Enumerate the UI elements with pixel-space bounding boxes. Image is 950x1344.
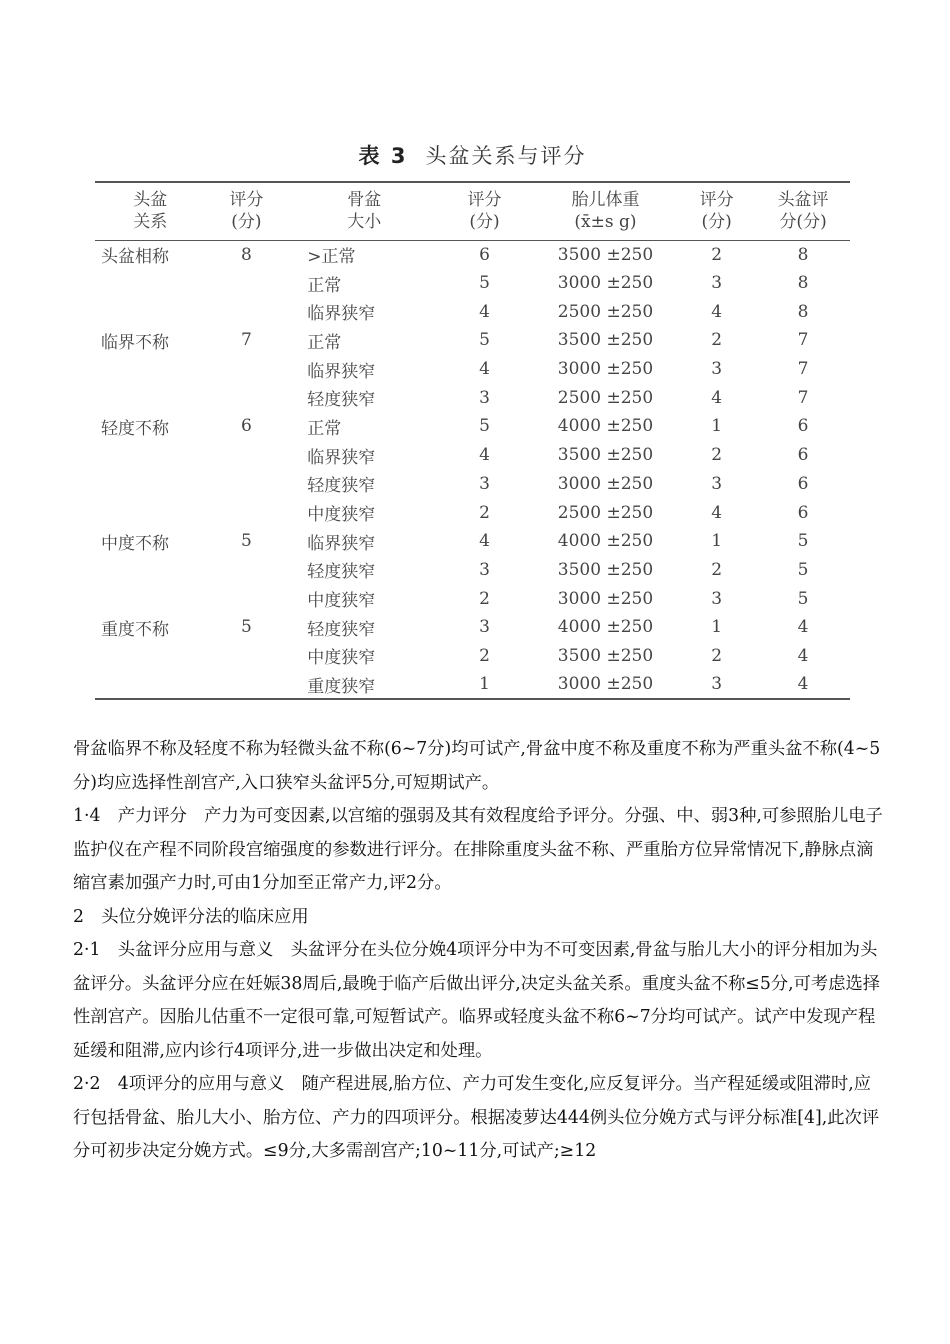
table-row bbox=[95, 355, 850, 384]
cell-pelvis-score: 2 bbox=[479, 588, 490, 609]
cell-pelvis-size: 临界狭窄 bbox=[307, 304, 376, 325]
cell-fetal-weight: 3500 ±250 bbox=[557, 330, 654, 351]
head-pelvis-score-table bbox=[95, 181, 850, 700]
header-pelvis-size: 骨盆 大小 bbox=[347, 190, 382, 233]
cell-relation-score: 7 bbox=[240, 330, 252, 351]
cell-weight-score: 1 bbox=[711, 617, 723, 638]
table-row bbox=[95, 584, 850, 613]
cell-total-score: 4 bbox=[797, 645, 809, 666]
cell-pelvis-score: 3 bbox=[479, 473, 490, 494]
cell-fetal-weight: 3000 ±250 bbox=[557, 273, 654, 294]
table-title: 头盆关系与评分 bbox=[425, 144, 587, 168]
cell-pelvis-score: 4 bbox=[479, 301, 490, 322]
cell-pelvis-size: 正常 bbox=[307, 418, 342, 439]
cell-weight-score: 2 bbox=[711, 645, 723, 666]
cell-pelvis-size: 中度狭窄 bbox=[307, 505, 376, 526]
cell-relation-score bbox=[199, 584, 293, 613]
table-row bbox=[95, 556, 850, 585]
table-body bbox=[95, 240, 850, 699]
cell-fetal-weight: 3500 ±250 bbox=[557, 559, 654, 580]
cell-total-score: 8 bbox=[797, 244, 809, 265]
cell-weight-score: 4 bbox=[711, 387, 723, 408]
cell-weight-score: 2 bbox=[711, 330, 723, 351]
cell-pelvis-size: 临界狭窄 bbox=[307, 361, 376, 382]
cell-pelvis-score: 3 bbox=[479, 617, 490, 638]
cell-relation bbox=[95, 355, 199, 384]
cell-pelvis-size: 中度狭窄 bbox=[307, 648, 376, 669]
table-row bbox=[95, 670, 850, 699]
cell-relation: 中度不称 bbox=[101, 533, 169, 554]
cell-weight-score: 3 bbox=[711, 273, 723, 294]
cell-fetal-weight: 4000 ±250 bbox=[557, 416, 654, 437]
table-row bbox=[95, 269, 850, 298]
cell-relation-score bbox=[199, 383, 293, 412]
cell-total-score: 5 bbox=[797, 531, 809, 552]
header-score-2: 评分 (分) bbox=[467, 190, 502, 233]
cell-weight-score: 2 bbox=[711, 559, 723, 580]
cell-pelvis-size: 临界狭窄 bbox=[307, 533, 376, 554]
table-row bbox=[95, 240, 850, 269]
cell-relation bbox=[95, 556, 199, 585]
cell-relation-score bbox=[199, 498, 293, 527]
table-header-row bbox=[95, 182, 850, 240]
cell-pelvis-size: 重度狭窄 bbox=[307, 676, 376, 697]
cell-weight-score: 1 bbox=[711, 531, 723, 552]
cell-weight-score: 2 bbox=[711, 445, 723, 466]
cell-pelvis-size: 正常 bbox=[307, 332, 342, 353]
cell-total-score: 6 bbox=[797, 445, 809, 466]
cell-pelvis-score: 3 bbox=[479, 559, 490, 580]
cell-pelvis-size: >正常 bbox=[307, 247, 356, 268]
cell-pelvis-score: 3 bbox=[479, 387, 490, 408]
cell-weight-score: 3 bbox=[711, 674, 723, 695]
table-row bbox=[95, 383, 850, 412]
cell-pelvis-score: 2 bbox=[479, 502, 490, 523]
header-fetal-weight: 胎儿体重 (x̄±s g) bbox=[571, 190, 640, 233]
section-heading: 2 头位分娩评分法的临床应用 bbox=[73, 906, 309, 927]
cell-relation-score bbox=[199, 441, 293, 470]
cell-relation: 轻度不称 bbox=[101, 418, 169, 439]
header-head-pelvis-score: 头盆评 分(分) bbox=[777, 190, 829, 233]
paragraph: 1·4 产力评分 产力为可变因素,以宫缩的强弱及其有效程度给予评分。分强、中、弱3种,可参照胎儿电子监护仪在产程不同阶段宫缩强度的参数进行评分。在排除重度头盆不称、严重胎方位异常情况下,静脉点滴缩宫素加强产力时,可由1分加至正常产力,评2分。 bbox=[73, 806, 883, 893]
cell-relation-score: 5 bbox=[240, 617, 252, 638]
body-text bbox=[73, 733, 883, 1169]
cell-weight-score: 2 bbox=[711, 244, 723, 265]
table-row bbox=[95, 470, 850, 499]
cell-total-score: 6 bbox=[797, 502, 809, 523]
table-row bbox=[95, 613, 850, 642]
header-score-1: 评分 (分) bbox=[229, 190, 264, 233]
cell-total-score: 8 bbox=[797, 301, 809, 322]
cell-fetal-weight: 3000 ±250 bbox=[557, 674, 654, 695]
cell-fetal-weight: 2500 ±250 bbox=[557, 301, 654, 322]
cell-relation bbox=[95, 441, 199, 470]
table-row bbox=[95, 441, 850, 470]
cell-relation: 头盆相称 bbox=[101, 247, 169, 268]
cell-pelvis-score: 1 bbox=[479, 674, 490, 695]
cell-pelvis-size: 轻度狭窄 bbox=[307, 619, 376, 640]
header-head-pelvis-relation: 头盆 关系 bbox=[133, 190, 168, 233]
cell-fetal-weight: 3500 ±250 bbox=[557, 645, 654, 666]
cell-relation-score bbox=[199, 642, 293, 671]
table-caption bbox=[95, 140, 850, 170]
cell-weight-score: 4 bbox=[711, 301, 723, 322]
cell-relation bbox=[95, 498, 199, 527]
cell-fetal-weight: 3500 ±250 bbox=[557, 445, 654, 466]
cell-relation-score bbox=[199, 269, 293, 298]
cell-relation bbox=[95, 642, 199, 671]
cell-total-score: 7 bbox=[797, 359, 809, 380]
cell-pelvis-score: 4 bbox=[479, 359, 490, 380]
cell-pelvis-score: 6 bbox=[479, 244, 490, 265]
paragraph: 2·2 4项评分的应用与意义 随产程进展,胎方位、产力可发生变化,应反复评分。当产程延缓或阻滞时,应行包括骨盆、胎儿大小、胎方位、产力的四项评分。根据凌萝达444例头位分娩方式与评分标准[4],此次评分可初步决定分娩方式。≤9分,大多需剖宫产;10~11分,可试产;≥12 bbox=[73, 1074, 880, 1161]
cell-relation-score bbox=[199, 355, 293, 384]
cell-weight-score: 4 bbox=[711, 502, 723, 523]
cell-relation bbox=[95, 297, 199, 326]
table-row bbox=[95, 642, 850, 671]
cell-relation-score: 6 bbox=[240, 416, 252, 437]
cell-relation-score bbox=[199, 556, 293, 585]
cell-relation bbox=[95, 584, 199, 613]
cell-fetal-weight: 3000 ±250 bbox=[557, 473, 654, 494]
cell-relation bbox=[95, 383, 199, 412]
cell-pelvis-size: 轻度狭窄 bbox=[307, 390, 376, 411]
cell-weight-score: 3 bbox=[711, 588, 723, 609]
cell-relation bbox=[95, 269, 199, 298]
cell-total-score: 7 bbox=[797, 330, 809, 351]
cell-pelvis-score: 5 bbox=[479, 416, 490, 437]
cell-relation-score: 8 bbox=[240, 244, 252, 265]
cell-relation-score bbox=[199, 297, 293, 326]
cell-pelvis-score: 4 bbox=[479, 445, 490, 466]
cell-weight-score: 1 bbox=[711, 416, 723, 437]
cell-pelvis-size: 轻度狭窄 bbox=[307, 562, 376, 583]
cell-total-score: 4 bbox=[797, 617, 809, 638]
table-row bbox=[95, 326, 850, 355]
cell-total-score: 5 bbox=[797, 588, 809, 609]
cell-fetal-weight: 3500 ±250 bbox=[557, 244, 654, 265]
cell-relation bbox=[95, 470, 199, 499]
cell-fetal-weight: 2500 ±250 bbox=[557, 502, 654, 523]
paragraph: 2·1 头盆评分应用与意义 头盆评分在头位分娩4项评分中为不可变因素,骨盆与胎儿大小的评分相加为头盆评分。头盆评分应在妊娠38周后,最晚于临产后做出评分,决定头盆关系。重度头盆不称≤5分,可考虑选择性剖宫产。因胎儿估重不一定很可靠,可短暂试产。临界或轻度头盆不称6~7分均可试产。试产中发现产程延缓和阻滞,应内诊行4项评分,进一步做出决定和处理。 bbox=[73, 940, 881, 1061]
cell-total-score: 8 bbox=[797, 273, 809, 294]
table-row bbox=[95, 527, 850, 556]
cell-pelvis-size: 临界狭窄 bbox=[307, 447, 376, 468]
cell-weight-score: 3 bbox=[711, 473, 723, 494]
cell-relation: 重度不称 bbox=[101, 619, 169, 640]
cell-pelvis-size: 中度狭窄 bbox=[307, 591, 376, 612]
cell-fetal-weight: 3000 ±250 bbox=[557, 588, 654, 609]
cell-pelvis-score: 5 bbox=[479, 273, 490, 294]
cell-weight-score: 3 bbox=[711, 359, 723, 380]
header-score-3: 评分 (分) bbox=[699, 190, 734, 233]
cell-pelvis-score: 5 bbox=[479, 330, 490, 351]
cell-relation bbox=[95, 670, 199, 699]
table-row bbox=[95, 412, 850, 441]
cell-fetal-weight: 4000 ±250 bbox=[557, 617, 654, 638]
table-row bbox=[95, 297, 850, 326]
cell-fetal-weight: 3000 ±250 bbox=[557, 359, 654, 380]
cell-pelvis-score: 2 bbox=[479, 645, 490, 666]
table-row bbox=[95, 498, 850, 527]
cell-relation-score bbox=[199, 670, 293, 699]
cell-relation-score: 5 bbox=[240, 531, 252, 552]
cell-total-score: 7 bbox=[797, 387, 809, 408]
cell-pelvis-size: 正常 bbox=[307, 275, 342, 296]
paragraph: 骨盆临界不称及轻度不称为轻微头盆不称(6~7分)均可试产,骨盆中度不称及重度不称为严重头盆不称(4~5分)均应选择性剖宫产,入口狭窄头盆评5分,可短期试产。 bbox=[73, 739, 881, 793]
cell-fetal-weight: 2500 ±250 bbox=[557, 387, 654, 408]
cell-pelvis-size: 轻度狭窄 bbox=[307, 476, 376, 497]
cell-total-score: 6 bbox=[797, 473, 809, 494]
cell-total-score: 5 bbox=[797, 559, 809, 580]
cell-relation-score bbox=[199, 470, 293, 499]
cell-pelvis-score: 4 bbox=[479, 531, 490, 552]
table-number: 表 3 bbox=[358, 144, 408, 168]
cell-fetal-weight: 4000 ±250 bbox=[557, 531, 654, 552]
cell-relation: 临界不称 bbox=[101, 332, 169, 353]
cell-total-score: 6 bbox=[797, 416, 809, 437]
cell-total-score: 4 bbox=[797, 674, 809, 695]
